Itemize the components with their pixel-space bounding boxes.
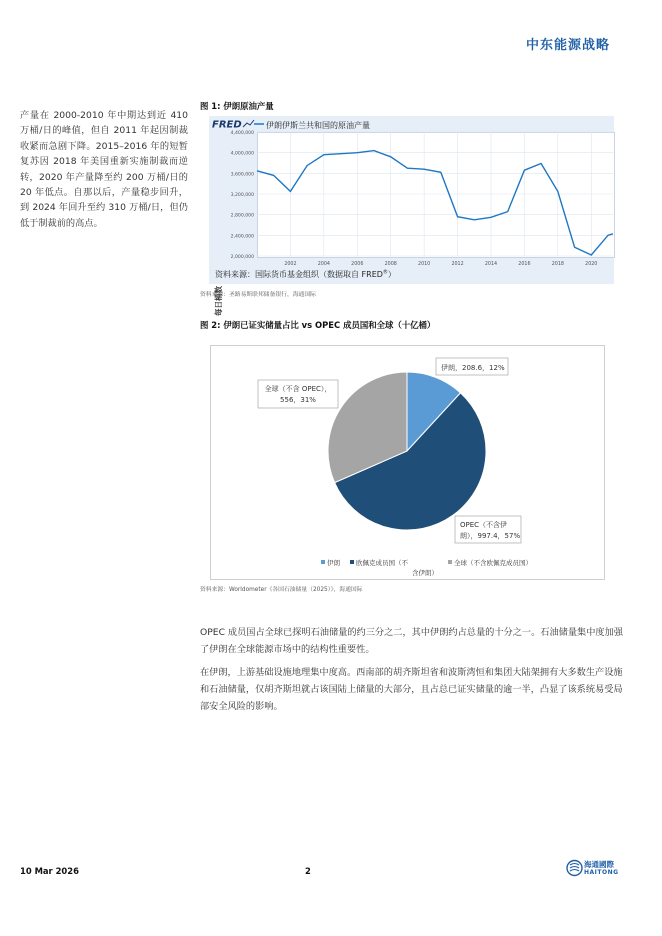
data-label-opec-line1: OPEC（不含伊 — [460, 521, 508, 529]
left-paragraph: 产量在 2000-2010 年中期达到近 410 万桶/日的峰值，但自 2011 年起因制裁收紧而急剧下降。2015–2016 年的短暂复苏因 2018 年美国重新实施制裁而逆转，2020 年产量降至约 200 万桶/日的 20 年低点。自那以后，产量稳步回升，到 2024 年回升至约 310 万桶/日，但仍低于制裁前的高点。 — [20, 110, 188, 229]
figure2-title: 图 2: 伊朗已证实储量占比 vs OPEC 成员国和全球（十亿桶） — [200, 320, 436, 330]
legend-swatch-opec — [350, 560, 354, 564]
y-axis-label: 每日桶数 — [214, 286, 223, 316]
x-tick-label: 2010 — [418, 262, 431, 267]
footer-date: 10 Mar 2026 — [20, 866, 79, 876]
x-tick-label: 2006 — [351, 262, 364, 267]
data-label-world-line1: 全球（不含 OPEC）， — [264, 385, 332, 393]
series-line-iran-production — [257, 151, 613, 255]
haitong-logo-icon — [566, 858, 583, 878]
fred-logo-text: FRED — [212, 119, 242, 131]
fred-inner-source-sup: ® — [382, 269, 388, 276]
y-tick-label: 2,000,000 — [230, 255, 254, 260]
legend-label-opec-line1: 欧佩克成员国（不 — [356, 559, 408, 567]
y-tick-labels — [231, 130, 254, 260]
gridlines — [257, 132, 613, 256]
logo-cn-text: 海通國際 — [584, 860, 614, 869]
legend-swatch-world — [448, 560, 452, 564]
x-tick-label: 2004 — [317, 262, 330, 267]
page-header-title: 中东能源战略 — [525, 38, 610, 53]
x-tick-label: 2018 — [551, 262, 564, 267]
data-label-opec-line2: 朗），997.4，57% — [460, 532, 521, 540]
x-tick-label: 2002 — [284, 262, 297, 267]
y-tick-label: 2,400,000 — [230, 234, 254, 240]
logo-en-text: HAITONG — [584, 869, 619, 876]
haitong-logo — [566, 858, 622, 878]
body-paragraph-1: OPEC 成员国占全球已探明石油储量的约三分之二，其中伊朗约占总量的十分之一。石油储量集中度加强了伊朗在全球能源市场中的结构性重要性。 — [200, 627, 623, 655]
y-tick-label: 4,400,000 — [230, 131, 254, 136]
reserves-pie-chart — [210, 345, 603, 578]
fred-inner-source — [215, 269, 396, 280]
legend-label-opec-line2: 含伊朗） — [412, 569, 438, 577]
x-tick-label: 2008 — [384, 262, 397, 267]
y-tick-label: 4,000,000 — [230, 151, 254, 157]
pie-slices — [328, 372, 486, 530]
data-label-iran: 伊朗，208.6，12% — [441, 364, 505, 372]
x-tick-label: 2012 — [451, 262, 464, 267]
x-tick-label: 2016 — [518, 262, 531, 267]
legend-swatch-iran — [321, 560, 325, 564]
x-tick-label: 2014 — [484, 262, 498, 267]
y-tick-label: 3,600,000 — [230, 172, 254, 178]
legend-label-iran: 伊朗 — [327, 559, 340, 567]
series-legend-label: 伊朗伊斯兰共和国的原油产量 — [266, 121, 370, 130]
body-paragraph-2: 在伊朗，上游基础设施地理集中度高。西南部的胡齐斯坦省和波斯湾恒和集团大陆架拥有大多数生产设施和石油储量，仅胡齐斯坦就占该国陆上储量的大部分，且占总已证实储量的逾一半，凸显了该系统易受局部安全风险的影响。 — [200, 667, 623, 712]
page-number: 2 — [305, 866, 311, 876]
x-tick-labels — [284, 261, 597, 267]
fred-inner-source-text: 资料来源：国际货币基金组织（数据取自 FRED — [215, 270, 383, 279]
y-tick-label: 2,800,000 — [230, 213, 254, 219]
legend-label-world: 全球（不含欧佩克成员国） — [454, 559, 532, 567]
fred-inner-source-end: ） — [387, 270, 396, 279]
figure2-source: 资料来源：Worldometer《各国石油储量（2025）》，海通国际 — [200, 587, 363, 593]
figure1-source: 资料来源：圣路易斯联邦储备银行，海通国际 — [200, 292, 316, 298]
y-tick-label: 3,200,000 — [230, 193, 254, 198]
x-tick-label: 2020 — [585, 262, 598, 267]
figure1-title: 图 1: 伊朗原油产量 — [200, 101, 274, 111]
data-label-world-line2: 556，31% — [280, 396, 316, 404]
